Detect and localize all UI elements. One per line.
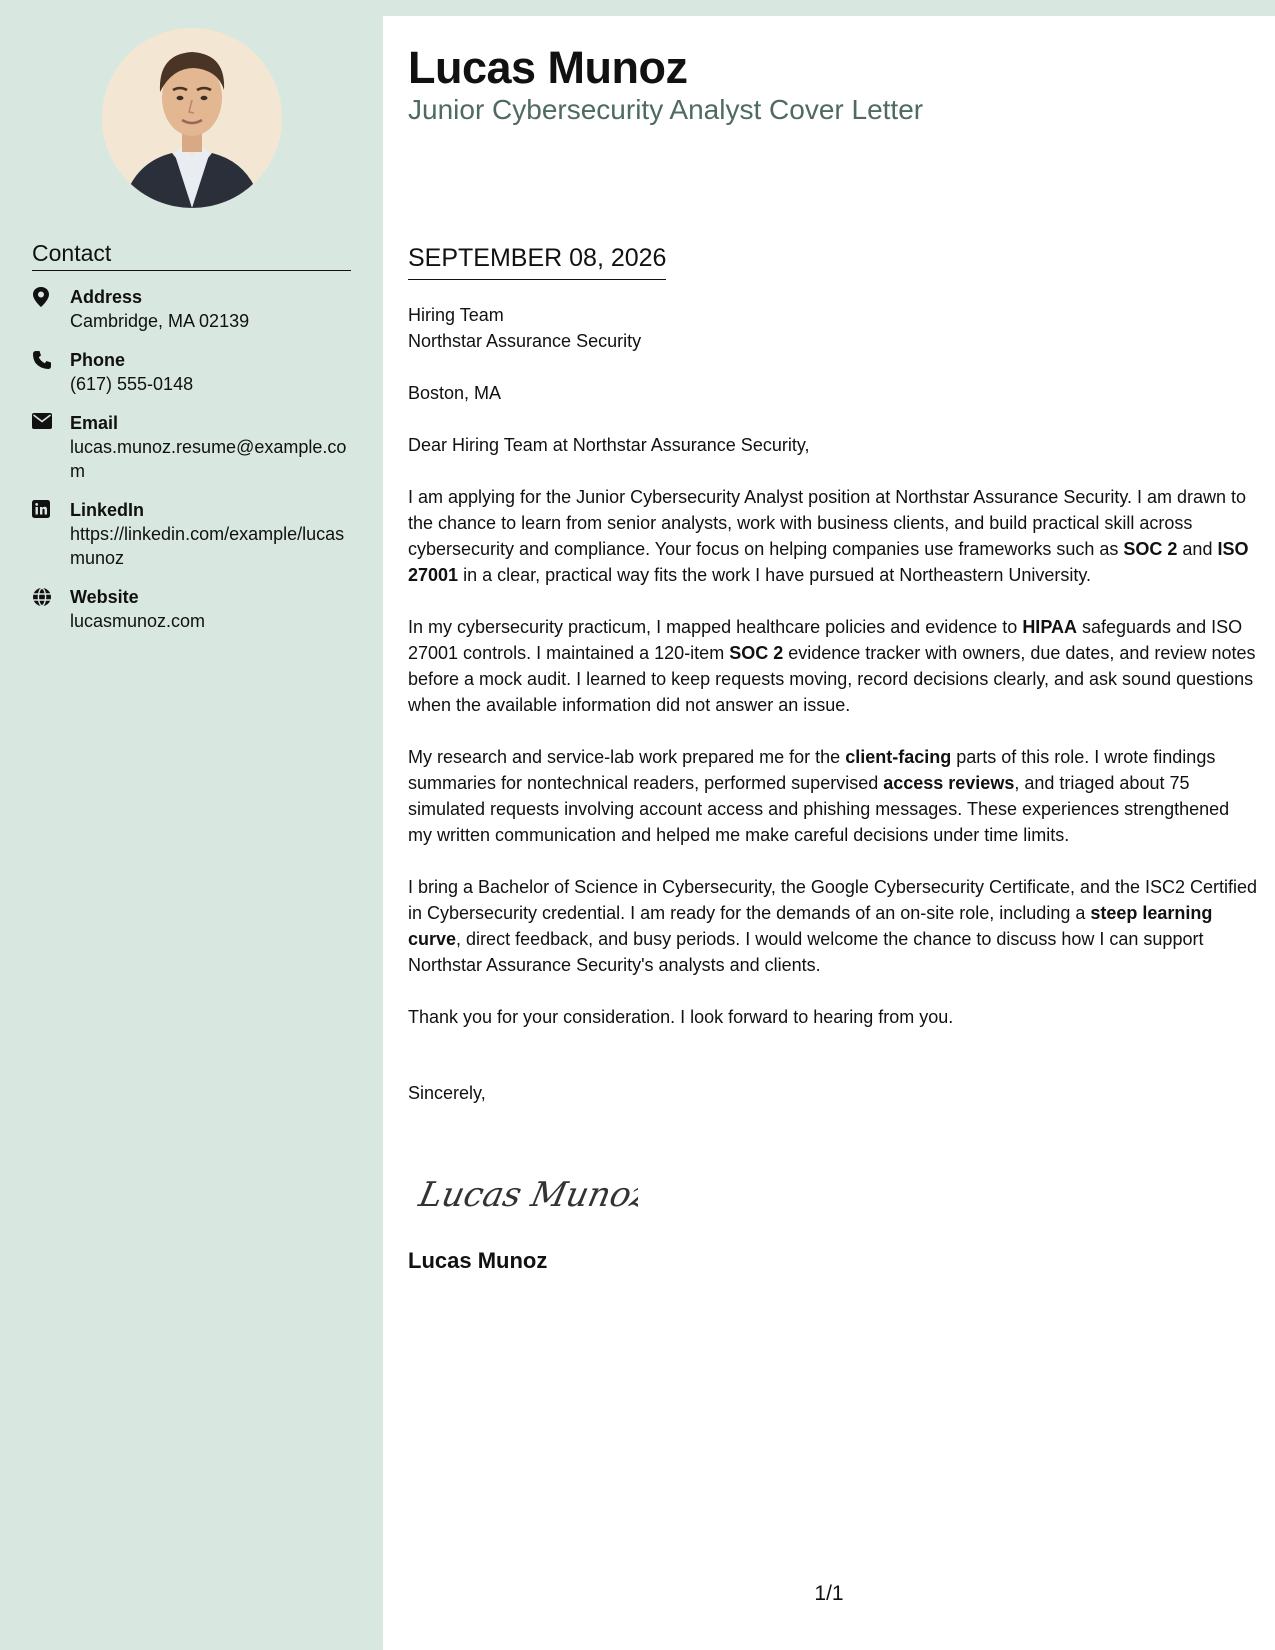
address-value: Cambridge, MA 02139 <box>70 311 250 331</box>
letter-text <box>408 302 1258 1106</box>
globe-icon <box>32 585 70 633</box>
top-strip <box>383 0 1275 16</box>
map-pin-icon <box>32 285 70 333</box>
closing-line: Thank you for your consideration. I look forward to hearing from you. <box>408 1007 954 1027</box>
website-value[interactable]: lucasmunoz.com <box>70 611 206 631</box>
linkedin-icon <box>32 498 70 570</box>
contact-item-website <box>32 585 352 633</box>
sign-off: Sincerely, <box>408 1083 486 1103</box>
contact-heading: Contact <box>32 240 351 271</box>
recipient-line-1: Hiring Team <box>408 305 504 325</box>
contact-item-linkedin <box>32 498 352 570</box>
handwritten-signature <box>408 1156 638 1231</box>
page-number: 1/1 <box>814 1582 844 1605</box>
svg-text:Lucas Munoz: Lucas Munoz <box>415 1175 638 1215</box>
website-label: Website <box>70 587 139 607</box>
signed-name: Lucas Munoz <box>408 1248 548 1273</box>
phone-label: Phone <box>70 350 126 370</box>
recipient-location: Boston, MA <box>408 383 502 403</box>
applicant-name: Lucas Munoz <box>408 42 688 93</box>
avatar <box>102 28 282 208</box>
envelope-icon <box>32 411 70 483</box>
contact-item-phone <box>32 348 352 396</box>
letter-body <box>383 16 1275 1650</box>
contact-item-email <box>32 411 352 483</box>
paragraph-3: My research and service-lab work prepared me for the client-facing parts of this role. I wrote findings summaries for nontechnical readers, performed supervised access reviews, and triaged about 75 simulated requests involving account access and phishing messages. These experiences strengthened my written communication and helped me make careful decisions under time limits. <box>408 747 1230 845</box>
phone-icon <box>32 348 70 396</box>
linkedin-value[interactable]: https://linkedin.com/example/lucasmunoz <box>70 524 345 568</box>
contact-list <box>32 285 352 648</box>
paragraph-1: I am applying for the Junior Cybersecurity Analyst position at Northstar Assurance Security. I am drawn to the chance to learn from senior analysts, work with business clients, and build practical skill across cybersecurity and compliance. Your focus on helping companies use frameworks such as SOC 2 and ISO 27001 in a clear, practical way fits the work I have pursued at Northeastern University. <box>408 487 1249 585</box>
salutation: Dear Hiring Team at Northstar Assurance Security, <box>408 435 810 455</box>
paragraph-2: In my cybersecurity practicum, I mapped healthcare policies and evidence to HIPAA safeguards and ISO 27001 controls. I maintained a 120-item SOC 2 evidence tracker with owners, due dates, and review notes before a mock audit. I learned to keep requests moving, record decisions clearly, and ask sound questions when the available information did not answer an issue. <box>408 617 1256 715</box>
contact-item-address <box>32 285 352 333</box>
email-label: Email <box>70 413 119 433</box>
sidebar <box>0 0 383 1650</box>
recipient-line-2: Northstar Assurance Security <box>408 331 642 351</box>
document-subtitle: Junior Cybersecurity Analyst Cover Letter <box>408 94 924 125</box>
paragraph-4: I bring a Bachelor of Science in Cybersecurity, the Google Cybersecurity Certificate, and the ISC2 Certified in Cybersecurity credential. I am ready for the demands of an on-site role, including a steep learning curve, direct feedback, and busy periods. I would welcome the chance to discuss how I can support Northstar Assurance Security's analysts and clients. <box>408 877 1258 975</box>
letter-date: SEPTEMBER 08, 2026 <box>408 244 666 280</box>
email-value[interactable]: lucas.munoz.resume@example.com <box>70 437 347 481</box>
linkedin-label: LinkedIn <box>70 500 145 520</box>
phone-value: (617) 555-0148 <box>70 374 194 394</box>
address-label: Address <box>70 287 143 307</box>
